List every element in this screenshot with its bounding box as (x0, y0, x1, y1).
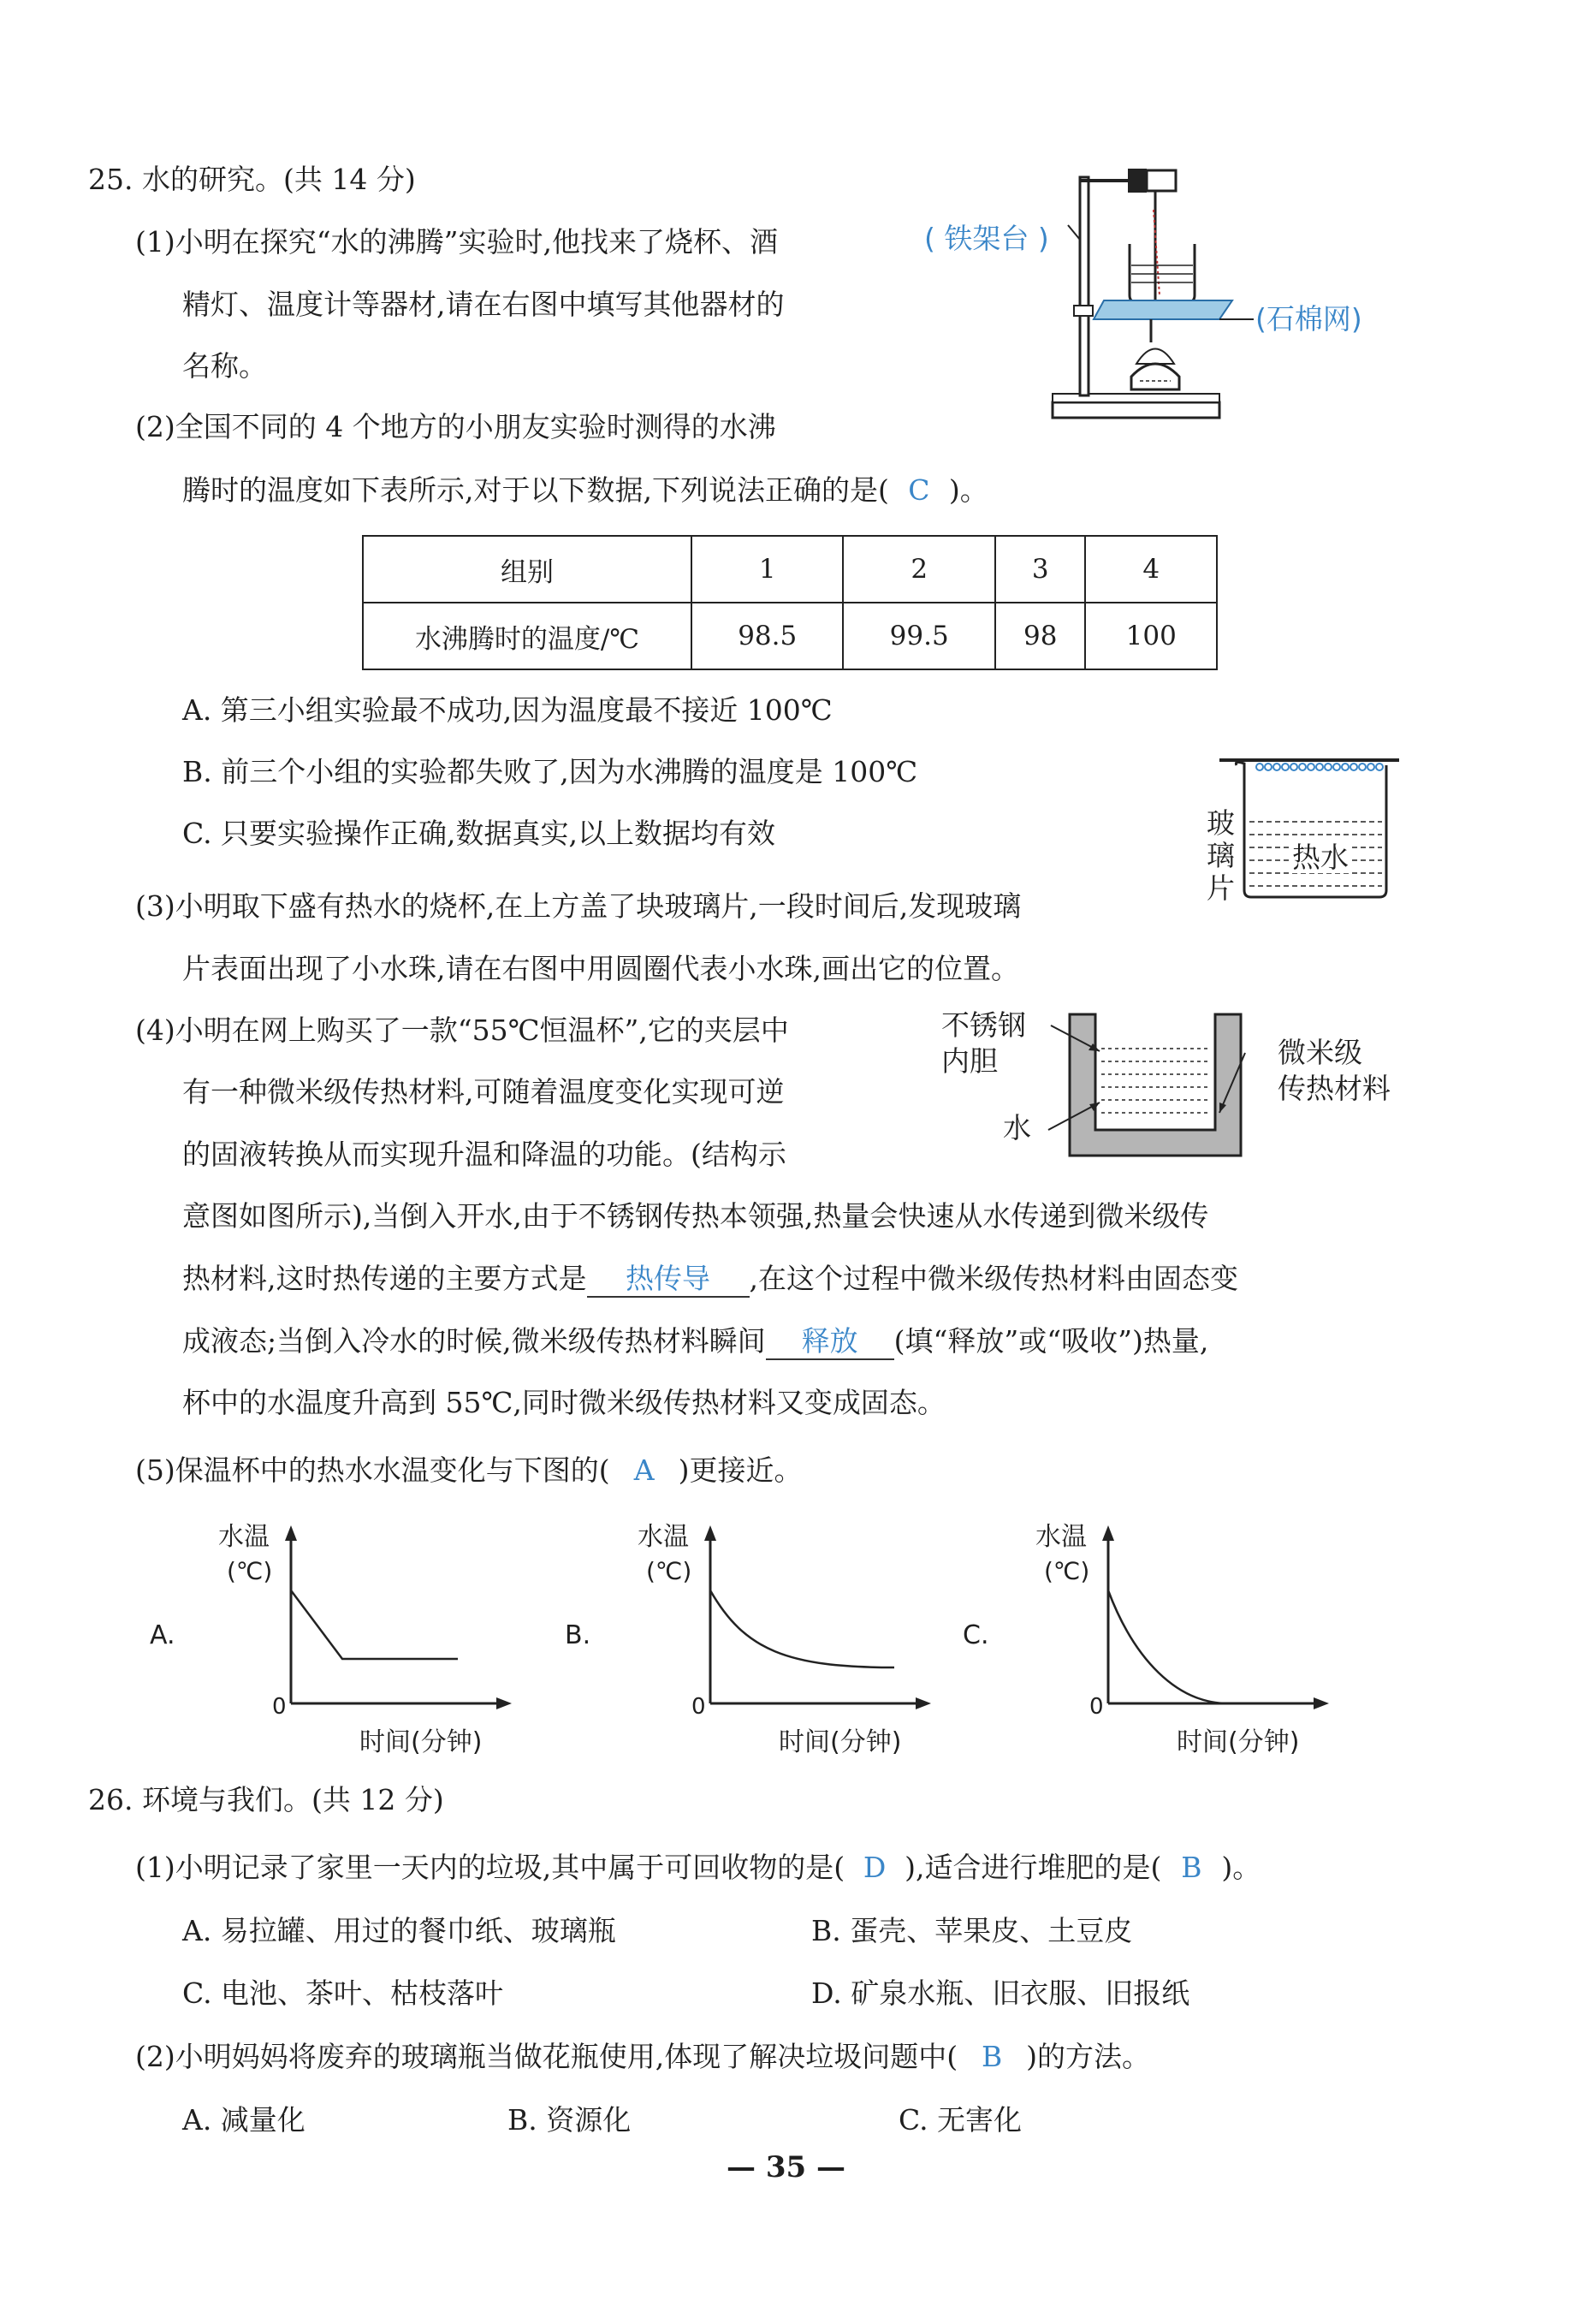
table-cell: 100 (1085, 603, 1217, 669)
x-axis-arrow (916, 1697, 931, 1709)
x-axis-label: 时间(分钟) (359, 1727, 483, 1757)
x-axis-arrow (496, 1697, 512, 1709)
q26-p1-option-a: A. 易拉罐、用过的餐巾纸、玻璃瓶 (182, 1914, 616, 1947)
q25-p4-line3: 的固液转换从而实现升温和降温的功能。(结构示 (182, 1138, 786, 1171)
stand-apparatus-diagram (1035, 158, 1241, 432)
origin-label: 0 (272, 1694, 287, 1720)
data-series-line (710, 1590, 894, 1667)
label-glass-2: 璃 (1207, 839, 1235, 872)
y-axis-arrow (704, 1525, 716, 1541)
label-iron-stand: ( 铁架台 ) (924, 222, 1049, 255)
q26-p2-post: )的方法。 (1026, 2040, 1150, 2073)
table-header-cell: 4 (1085, 536, 1217, 603)
chart-option-label: B. (565, 1620, 591, 1650)
label-steel-liner-2: 内胆 (941, 1044, 998, 1078)
x-axis-label: 时间(分钟) (1177, 1727, 1300, 1757)
q26-p2-option-c: C. 无害化 (899, 2103, 1023, 2137)
y-axis-unit: (℃) (646, 1557, 692, 1585)
q26-p1-mid: ),适合进行堆肥的是( (905, 1851, 1162, 1884)
label-micro-material-1: 微米级 (1278, 1036, 1362, 1069)
q26-title: 26. 环境与我们。(共 12 分) (88, 1783, 444, 1816)
label-micro-material-2: 传热材料 (1278, 1072, 1391, 1105)
table-cell: 水沸腾时的温度/℃ (363, 603, 691, 669)
q26-p1-option-b: B. 蛋壳、苹果皮、土豆皮 (811, 1914, 1133, 1947)
q26-p1-option-d: D. 矿泉水瓶、旧衣服、旧报纸 (811, 1976, 1190, 2010)
q25-p4-line6-post: (填“释放”或“吸收”)热量, (893, 1324, 1209, 1358)
q26-p2-stem (135, 2040, 1150, 2074)
x-axis-arrow (1314, 1697, 1329, 1709)
q26-p2-option-a: A. 减量化 (182, 2103, 306, 2137)
label-water: 水 (1003, 1111, 1031, 1144)
q25-p5-line (135, 1453, 803, 1488)
q26-p2-answer: B (981, 2040, 1003, 2073)
q25-p4-line2: 有一种微米级传热材料,可随着温度变化实现可逆 (182, 1075, 785, 1109)
q26-p1-post: )。 (1221, 1851, 1261, 1884)
q25-p2-stem-end: )。 (948, 473, 988, 507)
data-series-line (1108, 1590, 1279, 1703)
y-axis-unit: (℃) (227, 1557, 273, 1585)
q25-p5-stem: (5)保温杯中的热水水温变化与下图的( (135, 1453, 610, 1487)
y-axis-label: 水温 (1035, 1522, 1087, 1552)
q26-p1-pre: (1)小明记录了家里一天内的垃圾,其中属于可回收物的是( (135, 1851, 845, 1884)
table-row (363, 603, 1217, 669)
q26-p2-option-b: B. 资源化 (507, 2103, 632, 2137)
beaker-glass-diagram (1215, 753, 1403, 903)
q25-p3-line2: 片表面出现了小水珠,请在右图中用圆圈代表小水珠,画出它的位置。 (182, 952, 1019, 985)
q25-p3-line1: (3)小明取下盛有热水的烧杯,在上方盖了块玻璃片,一段时间后,发现玻璃 (135, 889, 1022, 923)
table-cell: 98 (995, 603, 1086, 669)
table-header-cell: 1 (691, 536, 843, 603)
label-glass-1: 玻 (1207, 806, 1235, 840)
q25-p4-line5 (182, 1262, 1238, 1298)
q25-p4-line6-pre: 成液态;当倒入冷水的时候,微米级传热材料瞬间 (182, 1324, 766, 1358)
table-header-cell: 组别 (363, 536, 691, 603)
table-header-cell: 2 (843, 536, 994, 603)
table-row (363, 536, 1217, 603)
y-axis-label: 水温 (218, 1522, 270, 1552)
q26-p1-option-c: C. 电池、茶叶、枯枝落叶 (182, 1976, 504, 2010)
boiling-temperature-table (362, 535, 1218, 670)
table-cell: 99.5 (843, 603, 994, 669)
q25-p2-option-a: A. 第三小组实验最不成功,因为温度最不接近 100℃ (182, 693, 833, 727)
page-number-value: 35 (765, 2150, 807, 2184)
q25-p5-stem-end: )更接近。 (678, 1453, 803, 1487)
q25-p1-line1: (1)小明在探究“水的沸腾”实验时,他找来了烧杯、酒 (135, 225, 778, 259)
origin-label: 0 (691, 1694, 706, 1720)
data-series-line (291, 1590, 458, 1659)
y-axis-arrow (1102, 1525, 1114, 1541)
q25-p4-line6 (182, 1324, 1208, 1360)
y-axis-arrow (285, 1525, 297, 1541)
q25-p2-line2 (182, 473, 988, 508)
q25-p2-line1: (2)全国不同的 4 个地方的小朋友实验时测得的水沸 (135, 410, 776, 443)
q25-p2-stem: 腾时的温度如下表所示,对于以下数据,下列说法正确的是( (182, 473, 889, 507)
q25-p2-answer: C (908, 473, 930, 507)
thermos-leader-lines (1010, 1002, 1292, 1164)
x-axis-label: 时间(分钟) (779, 1727, 902, 1757)
label-hot-water: 热水 (1292, 841, 1349, 874)
y-axis-unit: (℃) (1044, 1557, 1090, 1585)
page-number: — 35 — (726, 2150, 845, 2184)
q25-p2-option-c: C. 只要实验操作正确,数据真实,以上数据均有效 (182, 817, 776, 850)
table-cell: 98.5 (691, 603, 843, 669)
q25-p5-answer: A (633, 1453, 655, 1487)
q26-p1-answer-compost: B (1181, 1851, 1202, 1884)
chart-option-label: C. (963, 1620, 989, 1650)
q25-p2-option-b: B. 前三个小组的实验都失败了,因为水沸腾的温度是 100℃ (182, 755, 918, 788)
q25-title: 25. 水的研究。(共 14 分) (88, 163, 416, 196)
q26-p1-answer-recyclable: D (863, 1851, 887, 1884)
q25-p4-line5-post: ,在这个过程中微米级传热材料由固态变 (749, 1262, 1238, 1295)
y-axis-label: 水温 (638, 1522, 689, 1552)
label-asbestos-gauze: (石棉网) (1255, 302, 1362, 336)
table-header-cell: 3 (995, 536, 1086, 603)
q25-p1-line3: 名称。 (182, 349, 267, 383)
label-glass-3: 片 (1207, 871, 1235, 905)
chart-1 (150, 1515, 522, 1763)
chart-2 (565, 1515, 941, 1763)
answer-blank-release: 释放 (766, 1324, 894, 1360)
chart-option-label: A. (150, 1620, 175, 1650)
q25-p1-line2: 精灯、温度计等器材,请在右图中填写其他器材的 (182, 288, 785, 321)
q26-p1-stem (135, 1851, 1261, 1885)
q25-p4-line7: 杯中的水温度升高到 55℃,同时微米级传热材料又变成固态。 (182, 1386, 946, 1419)
label-steel-liner-1: 不锈钢 (941, 1008, 1026, 1042)
q25-p4-line1: (4)小明在网上购买了一款“55℃恒温杯”,它的夹层中 (135, 1013, 789, 1047)
q25-p4-line5-pre: 热材料,这时热传递的主要方式是 (182, 1262, 587, 1295)
answer-blank-heat-transfer: 热传导 (587, 1262, 750, 1298)
q26-p2-pre: (2)小明妈妈将废弃的玻璃瓶当做花瓶使用,体现了解决垃圾问题中( (135, 2040, 958, 2073)
chart-3 (963, 1515, 1339, 1763)
origin-label: 0 (1089, 1694, 1104, 1720)
q25-p4-line4: 意图如图所示),当倒入开水,由于不锈钢传热本领强,热量会快速从水传递到微米级传 (182, 1199, 1209, 1233)
